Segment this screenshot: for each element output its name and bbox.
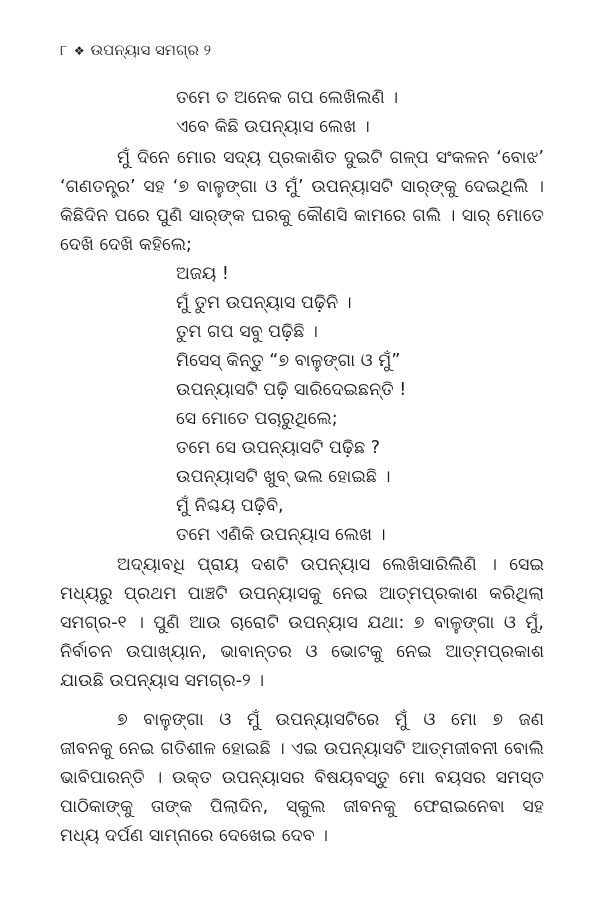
diamond-ornament-icon: ❖ — [73, 44, 85, 58]
text-line: ଅଦ୍ୟାବଧି ପ୍ରାୟ ଦଶଟି ଉପନ୍ୟାସ ଲେଖିସାରିଲିଣି । ସେଇ — [117, 555, 544, 575]
text-line: ପାଠିକାଙ୍କୁ ତାଙ୍କ ପିଲାଦିନ, ସ୍କୁଲ ଜୀବନକୁ ଫେରାଇନେବା ସହ — [60, 797, 544, 817]
text-line: କିଛିଦିନ ପରେ ପୁଣି ସାର୍‌ଙ୍କ ଘରକୁ କୌଣସି କାମରେ ଗଲି । ସାର୍ ମୋତେ — [60, 206, 544, 226]
text-line: ମଧ୍ୟରୁ ପ୍ରଥମ ପାଞ୍ଚଟି ଉପନ୍ୟାସକୁ ନେଇ ଆତ୍ମପ୍ରକାଶ କରିଥିଲା — [60, 584, 544, 604]
text-line: ତମେ ତ ଅନେକ ଗପ ଲେଖିଲଣି । — [176, 88, 399, 108]
text-line: ଜୀବନକୁ ନେଇ ଗତିଶୀଳ ହୋଇଛି । ଏଇ ଉପନ୍ୟାସଟି ଆତ୍ମଜୀବନୀ ବୋଲି — [60, 739, 544, 759]
text-line: ସମଗ୍ର-୧ । ପୁଣି ଆଉ ଚାରୋଟି ଉପନ୍ୟାସ ଯଥା: ୭ ବାଳୁଙ୍ଗା ଓ ମୁଁ, — [60, 613, 544, 633]
text-line: ତମେ ସେ ଉପନ୍ୟାସଟି ପଢ଼ିଛ ? — [176, 438, 381, 458]
text-line: ମୁଁ ଦିନେ ମୋର ସଦ୍ୟ ପ୍ରକାଶିତ ଦୁଇଟି ଗଳ୍ପ ସଂକଳନ ‘ବୋଝ’ — [117, 148, 544, 168]
page-number: ୮ — [60, 41, 68, 59]
text-line: ଏବେ କିଛି ଉପନ୍ୟାସ ଲେଖ । — [176, 117, 370, 137]
text-line: ମଧ୍ୟ ଦର୍ପଣ ସାମ୍ନାରେ ଦେଖେଇ ଦେବ । — [60, 826, 328, 846]
text-line: ଉପନ୍ୟାସଟି ଖୁବ୍ ଭଲ ହୋଇଛି । — [176, 467, 391, 487]
text-line: ଅଜୟ ! — [176, 264, 229, 284]
text-line: ୭ ବାଳୁଙ୍ଗା ଓ ମୁଁ ଉପନ୍ୟାସଟିରେ ମୁଁ ଓ ମୋ ୭ ଜଣ — [117, 710, 544, 730]
text-line: ଭାବିପାରନ୍ତି । ଉକ୍ତ ଉପନ୍ୟାସର ବିଷୟବସ୍ତୁ ମୋ ବୟସର ସମସ୍ତ — [60, 768, 544, 788]
text-line: ତମେ ଏଣିକି ଉପନ୍ୟାସ ଲେଖ । — [176, 525, 386, 545]
text-line: ମୁଁ ନିଶ୍ଚୟ ପଢ଼ିବି, — [176, 496, 284, 516]
text-line: ଯାଉଛି ଉପନ୍ୟାସ ସମଗ୍ର-୨ । — [60, 671, 265, 691]
text-line: ‘ଗଣତନ୍ତ୍ର’ ସହ ‘୭ ବାଳୁଙ୍ଗା ଓ ମୁଁ’ ଉପନ୍ୟାସଟି ସାର୍‌ଙ୍କୁ ଦେଇଥିଲି । — [60, 177, 544, 197]
text-line: ତୁମ ଗପ ସବୁ ପଢ଼ିଛି । — [176, 322, 318, 342]
text-line: ମୁଁ ତୁମ ଉପନ୍ୟାସ ପଢ଼ିନି । — [176, 293, 352, 313]
running-title: ଉପନ୍ୟାସ ସମଗ୍ର ୨ — [90, 41, 212, 59]
text-line: ସେ ମୋତେ ପଚାରୁଥିଲେ; — [176, 409, 338, 429]
running-header — [60, 40, 211, 61]
text-line: ମିସେସ୍ କିନ୍ତୁ “୭ ବାଳୁଙ୍ଗା ଓ ମୁଁ” — [176, 351, 401, 371]
text-line: ଦେଖି ଦେଖି କହିଲେ; — [60, 235, 192, 255]
text-line: ଉପନ୍ୟାସଟି ପଢ଼ି ସାରିଦେଇଛନ୍ତି ! — [176, 380, 407, 400]
text-line: ନିର୍ବାଚନ ଉପାଖ୍ୟାନ, ଭାବାନ୍ତର ଓ ଭୋଟକୁ ନେଇ ଆତ୍ମପ୍ରକାଶ — [60, 642, 544, 662]
